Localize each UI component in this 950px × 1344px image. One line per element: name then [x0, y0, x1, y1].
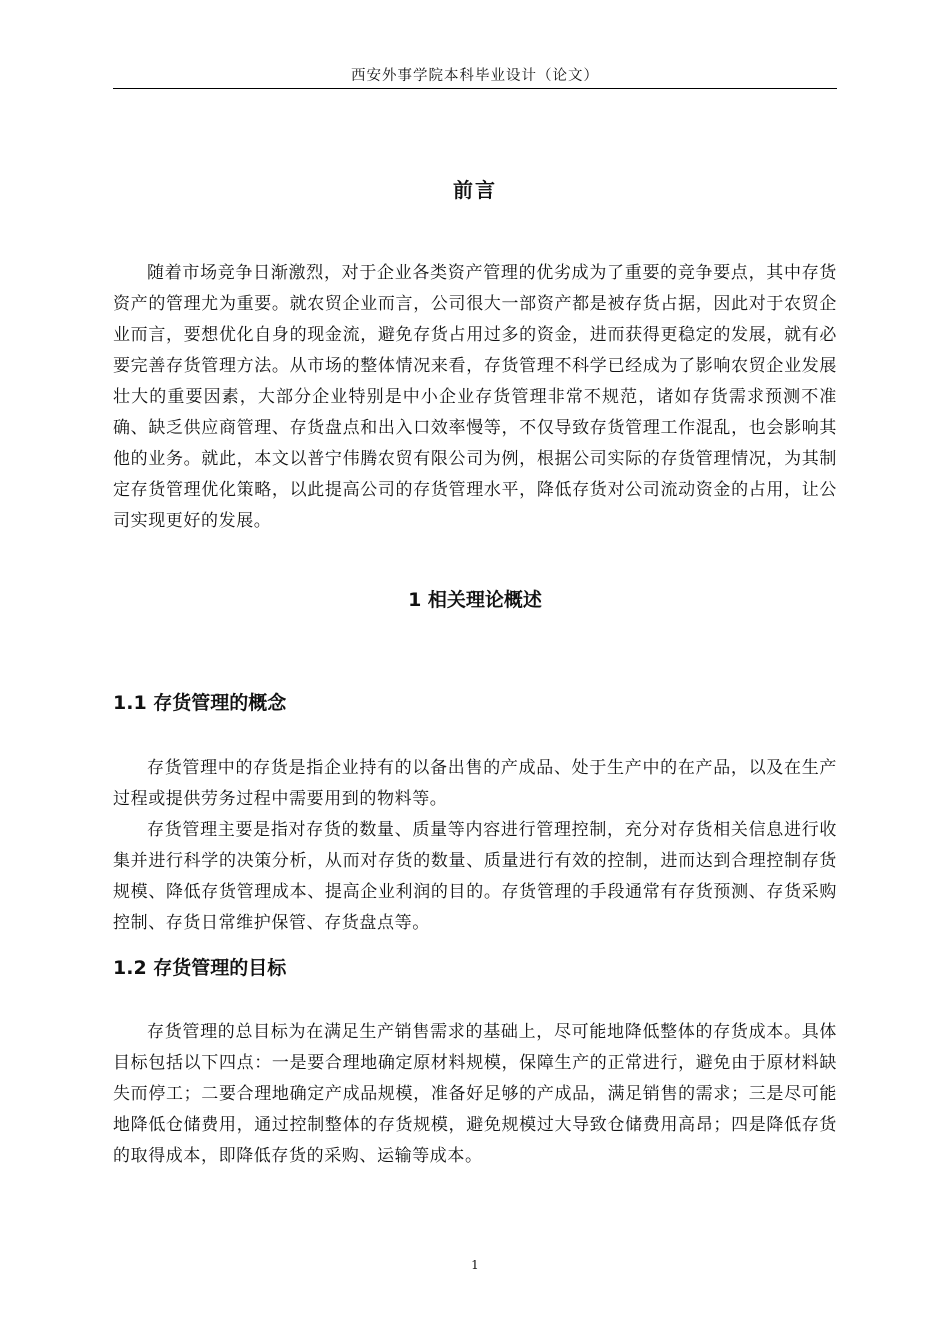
- section-1-1-heading: 1.1 存货管理的概念: [113, 692, 287, 714]
- section-1-1-paragraph-2: 存货管理主要是指对存货的数量、质量等内容进行管理控制，充分对存货相关信息进行收集并进行科学的决策分析，从而对存货的数量、质量进行有效的控制，进而达到合理控制存货规模、降低存货管理成本、提高企业利润的目的。存货管理的手段通常有存货预测、存货采购控制、存货日常维护保管、存货盘点等。: [113, 820, 837, 933]
- section-1-2-paragraph: 存货管理的总目标为在满足生产销售需求的基础上，尽可能地降低整体的存货成本。具体目标包括以下四点：一是要合理地确定原材料规模，保障生产的正常进行，避免由于原材料缺失而停工；二要合理地确定产成品规模，准备好足够的产成品，满足销售的需求；三是尽可能地降低仓储费用，通过控制整体的存货规模，避免规模过大导致仓储费用高昂；四是降低存货的取得成本，即降低存货的采购、运输等成本。: [113, 1022, 837, 1166]
- header-divider: [113, 88, 837, 89]
- preface-heading: 前言: [453, 178, 497, 202]
- chapter-1-heading: 1 相关理论概述: [408, 589, 542, 611]
- page-header: 西安外事学院本科毕业设计（论文）: [351, 68, 599, 84]
- preface-paragraph: 随着市场竞争日渐激烈，对于企业各类资产管理的优劣成为了重要的竞争要点，其中存货资产的管理尤为重要。就农贸企业而言，公司很大一部资产都是被存货占据，因此对于农贸企业而言，要想优化自身的现金流，避免存货占用过多的资金，进而获得更稳定的发展，就有必要完善存货管理方法。从市场的整体情况来看，存货管理不科学已经成为了影响农贸企业发展壮大的重要因素，大部分企业特别是中小企业存货管理非常不规范，诸如存货需求预测不准确、缺乏供应商管理、存货盘点和出入口效率慢等，不仅导致存货管理工作混乱，也会影响其他的业务。就此，本文以普宁伟腾农贸有限公司为例，根据公司实际的存货管理情况，为其制定存货管理优化策略，以此提高公司的存货管理水平，降低存货对公司流动资金的占用，让公司实现更好的发展。: [113, 263, 837, 531]
- page-number: 1: [471, 1258, 479, 1272]
- section-1-1-paragraph-1: 存货管理中的存货是指企业持有的以备出售的产成品、处于生产中的在产品，以及在生产过程或提供劳务过程中需要用到的物料等。: [113, 758, 837, 809]
- section-1-2-heading: 1.2 存货管理的目标: [113, 957, 287, 979]
